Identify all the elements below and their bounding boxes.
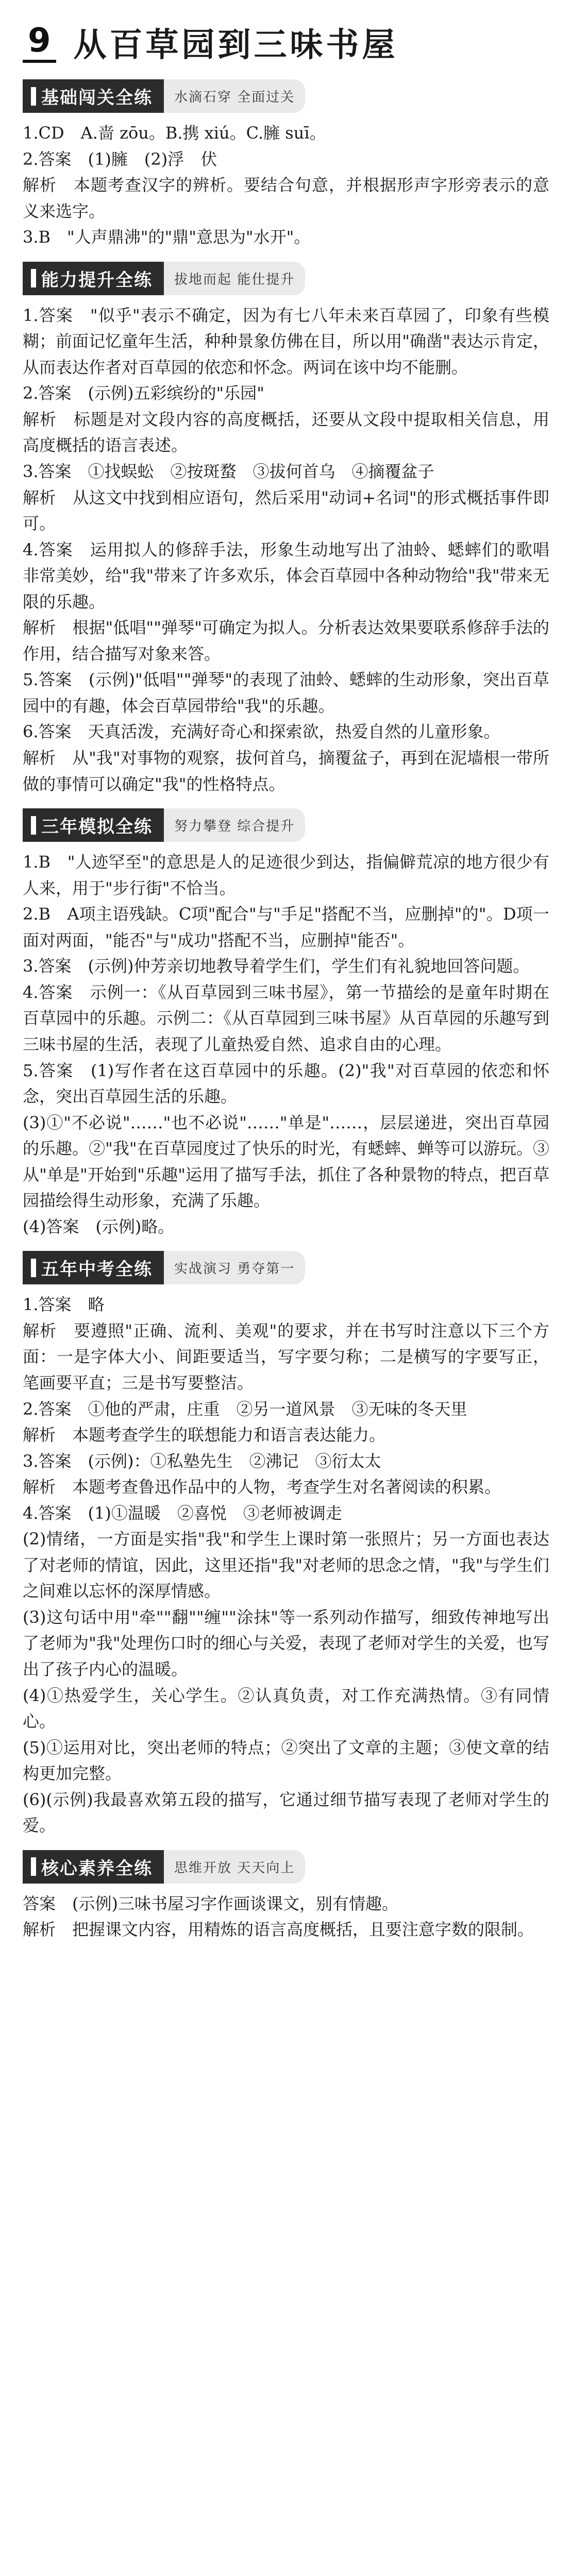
lesson-title: 从百草园到三味书屋 (73, 26, 398, 64)
answer-paragraph: (4)答案 (示例)略。 (23, 1216, 175, 1236)
section-label (23, 1251, 164, 1284)
section-bar-icon (31, 269, 36, 287)
answer-paragraph: 解析 标题是对文段内容的高度概括，还要从文段中提取相关信息，用高度概括的语言表述。 (23, 409, 549, 455)
section-label-text: 能力提升全练 (41, 269, 153, 291)
section-header (23, 79, 549, 113)
answer-paragraph: 3.B "人声鼎沸"的"鼎"意思为"水开"。 (23, 227, 311, 247)
section-bar-icon (31, 87, 36, 106)
answer-paragraph: (4)①热爱学生，关心学生。②认真负责，对工作充满热情。③有同情心。 (23, 1685, 549, 1732)
answer-paragraph: (3)①"不必说"……"也不必说"……"单是"……，层层递进，突出百草园的乐趣。②"我"在百草园度过了快乐的时光，有蟋蟀、蝉等可以游玩。③从"单是"开始到"乐趣"运用了描写手法，抓住了各种景物的特点，把百草园描绘得生动形象，充满了乐趣。 (23, 1112, 549, 1211)
lesson-number: 9 (23, 22, 56, 63)
answer-paragraph: 6.答案 天真活泼，充满好奇心和探索欲，热爱自然的儿童形象。 (23, 722, 500, 742)
answer-paragraph: 解析 把握课文内容，用精炼的语言高度概括，且要注意字数的限制。 (23, 1920, 534, 1940)
answer-paragraph: 1.答案 "似乎"表示不确定，因为有七八年未来百草园了，印象有些模糊；前面记忆童年生活，种种景象仿佛在目，所以用"确凿"表达示肯定，从而表达作者对百草园的依恋和怀念。两词在该中均不能删。 (23, 305, 549, 377)
answer-paragraph: 2.答案 (1)臃 (2)浮 伏 (23, 149, 217, 169)
section-label (23, 1850, 164, 1884)
answer-paragraph: (3)这句话中用"牵""翻""缠""涂抹"等一系列动作描写，细致传神地写出了老师为"我"处理伤口时的细心与关爱，表现了老师对学生的关爱，也写出了孩子内心的温暖。 (23, 1607, 549, 1679)
answer-paragraph: 解析 本题考查汉字的辨析。要结合句意，并根据形声字形旁表示的意义来选字。 (23, 175, 549, 221)
section-header (23, 1251, 549, 1284)
answer-paragraph: 2.答案 (示例)五彩缤纷的"乐园" (23, 383, 264, 403)
section-label (23, 79, 164, 113)
answer-paragraph: 2.答案 ①他的严肃，庄重 ②另一道风景 ③无味的冬天里 (23, 1399, 467, 1419)
answer-paragraph: (5)①运用对比，突出老师的特点；②突出了文章的主题；③使文章的结构更加完整。 (23, 1737, 549, 1784)
section-label-text: 五年中考全练 (41, 1259, 153, 1280)
section-bar-icon (31, 1857, 36, 1876)
answer-paragraph: 解析 要遵照"正确、流利、美观"的要求，并在书写时注意以下三个方面：一是字体大小、间距要适当，写字要匀称；二是横写的字要写正，笔画要平直；三是书写要整洁。 (23, 1320, 549, 1393)
section-bar-icon (31, 1259, 36, 1277)
section-label (23, 262, 164, 295)
section-label-text: 核心素养全练 (41, 1858, 153, 1879)
sections-container (23, 79, 549, 1943)
section-tag: 实战演习 勇夺第一 (164, 1251, 305, 1284)
section-header (23, 808, 549, 842)
answer-paragraph: 解析 从这文中找到相应语句，然后采用"动词+名词"的形式概括事件即可。 (23, 487, 549, 534)
section-label (23, 808, 164, 842)
section-label-text: 基础闯关全练 (41, 88, 153, 108)
section-tag: 努力攀登 综合提升 (164, 808, 305, 842)
section-bar-icon (31, 816, 36, 835)
section-tag: 思维开放 天天向上 (164, 1850, 305, 1884)
answer-paragraph: 1.答案 略 (23, 1295, 105, 1315)
answer-paragraph: 4.答案 示例一：《从百草园到三味书屋》，第一节描绘的是童年时期在百草园中的乐趣。示例二：《从百草园到三味书屋》从百草园的乐趣写到三味书屋的生活，表现了儿童热爱自然、追求自由的心理。 (23, 982, 549, 1054)
answer-paragraph: (2)情绪，一方面是实指"我"和学生上课时第一张照片；另一方面也表达了对老师的情谊，因此，这里还指"我"对老师的思念之情，"我"与学生们之间难以忘怀的深厚情感。 (23, 1529, 549, 1601)
answer-paragraph: 解析 从"我"对事物的观察，拔何首乌，摘覆盆子，再到在泥墙根一带所做的事情可以确定"我"的性格特点。 (23, 748, 549, 794)
answer-paragraph: 3.答案 (示例)仲芳亲切地教导着学生们，学生们有礼貌地回答问题。 (23, 956, 530, 976)
answer-paragraph: 5.答案 (示例)"低唱""弹琴"的表现了油蛉、蟋蟀的生动形象，突出百草园中的有趣，体会百草园带给"我"的乐趣。 (23, 670, 549, 716)
section-header (23, 1850, 549, 1884)
section-tag: 水滴石穿 全面过关 (164, 79, 305, 113)
answer-paragraph: 解析 本题考查鲁迅作品中的人物，考查学生对名著阅读的积累。 (23, 1477, 501, 1497)
section-tag: 拔地而起 能仕提升 (164, 262, 305, 295)
answer-paragraph: 解析 本题考查学生的联想能力和语言表达能力。 (23, 1425, 386, 1445)
answer-paragraph: 4.答案 运用拟人的修辞手法，形象生动地写出了油蛉、蟋蟀们的歌唱非常美妙，给"我"带来了许多欢乐，体会百草园中各种动物给"我"带来无限的乐趣。 (23, 539, 549, 612)
answer-paragraph: (6)(示例)我最喜欢第五段的描写，它通过细节描写表现了老师对学生的爱。 (23, 1789, 549, 1836)
section-label-text: 三年模拟全练 (41, 817, 153, 838)
answer-paragraph: 1.B "人迹罕至"的意思是人的足迹很少到达，指偏僻荒凉的地方很少有人来，用于"步行街"不恰当。 (23, 852, 549, 898)
answer-paragraph: 3.答案 ①找蜈蚣 ②按斑蝥 ③拔何首乌 ④摘覆盆子 (23, 462, 434, 482)
answer-paragraph: 答案 (示例)三味书屋习字作画谈课文，别有情趣。 (23, 1893, 398, 1913)
answer-paragraph: 2.B A项主语残缺。C项"配合"与"手足"搭配不当，应删掉"的"。D项一面对两面，"能否"与"成功"搭配不当，应删掉"能否"。 (23, 904, 549, 950)
lesson-header (23, 19, 549, 66)
section-header (23, 262, 549, 295)
answer-paragraph: 4.答案 (1)①温暖 ②喜悦 ③老师被调走 (23, 1503, 342, 1523)
answer-paragraph: 解析 根据"低唱""弹琴"可确定为拟人。分析表达效果要联系修辞手法的作用，结合描写对象来答。 (23, 618, 549, 664)
answer-paragraph: 5.答案 (1)写作者在这百草园中的乐趣。(2)"我"对百草园的依恋和怀念，突出百草园生活的乐趣。 (23, 1060, 549, 1107)
answer-paragraph: 1.CD A.啬 zōu。B.携 xiú。C.臃 suī。 (23, 123, 326, 143)
answer-paragraph: 3.答案 (示例)：①私塾先生 ②沸记 ③衍太太 (23, 1451, 381, 1471)
